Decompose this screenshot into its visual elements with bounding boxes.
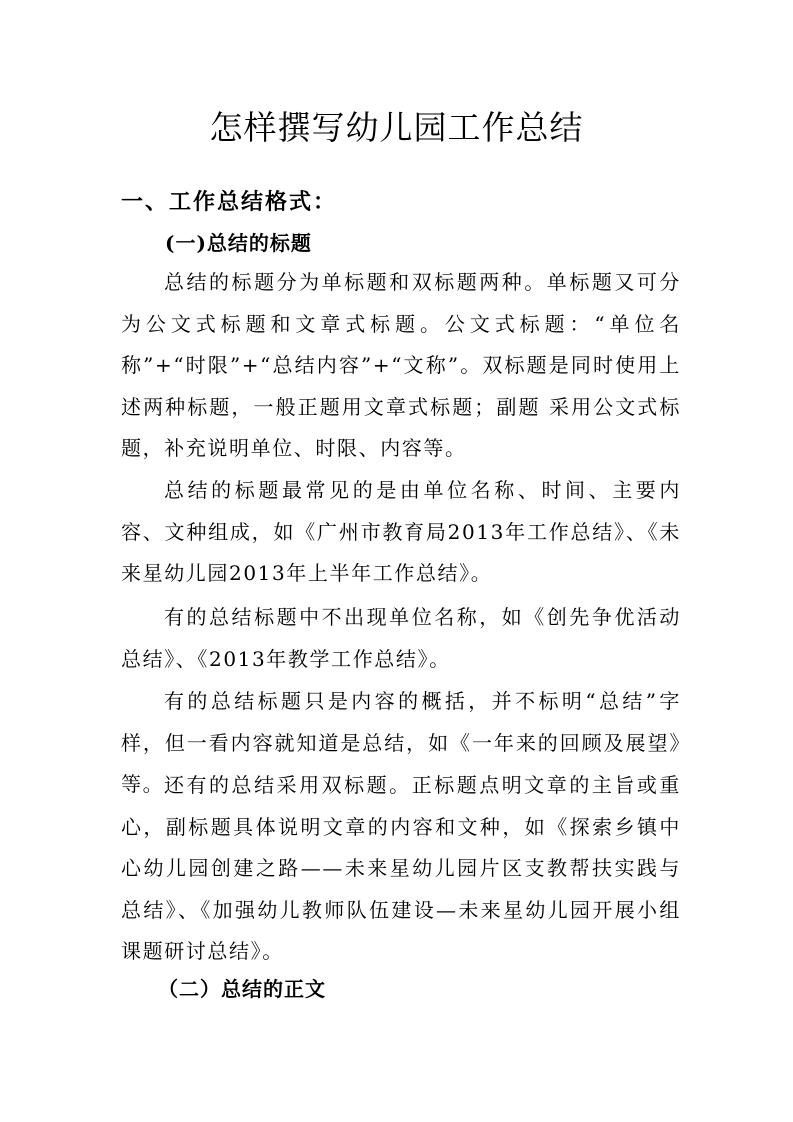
paragraph-no-unit-name: 有的总结标题中不出现单位名称，如《创先争优活动总结》、《2013年教学工作总结》。 [121,605,681,671]
paragraph-double-title: 还有的总结采用双标题。正标题点明文章的主旨或重心，副标题具体说明文章的内容和文种，如《探索乡镇中心幼儿园创建之路——未来星幼儿园片区支教帮扶实践与总结》、《加强幼儿教师队伍建设—未来星幼儿园开展小组课题研讨总结》。 [121,773,681,963]
paragraph-common-title: 总结的标题最常见的是由单位名称、时间、主要内容、文种组成，如《广州市教育局2013年工作总结》、《未来星幼儿园2013年上半年工作总结》。 [121,478,681,585]
subsection-heading-body: （二）总结的正文 [158,977,326,1001]
section-heading-format: 一、工作总结格式： [121,189,338,215]
paragraph-title-types: 总结的标题分为单标题和双标题两种。单标题又可分为公文式标题和文章式标题。公文式标题：“单位名称”+“时限”+“总结内容”+“文称”。双标题是同时使用上述两种标题，一般正题用文章式标题；副题 采用公文式标题，补充说明单位、时限、内容等。 [121,270,681,460]
paragraph-content-summary: 有的总结标题只是内容的概括，并不标明“总结”字样，但一看内容就知道是总结，如《一年来的回顾及展望》等。 [121,689,681,796]
subsection-heading-title: (一)总结的标题 [165,231,312,255]
document-title: 怎样撰写幼儿园工作总结 [209,108,584,147]
